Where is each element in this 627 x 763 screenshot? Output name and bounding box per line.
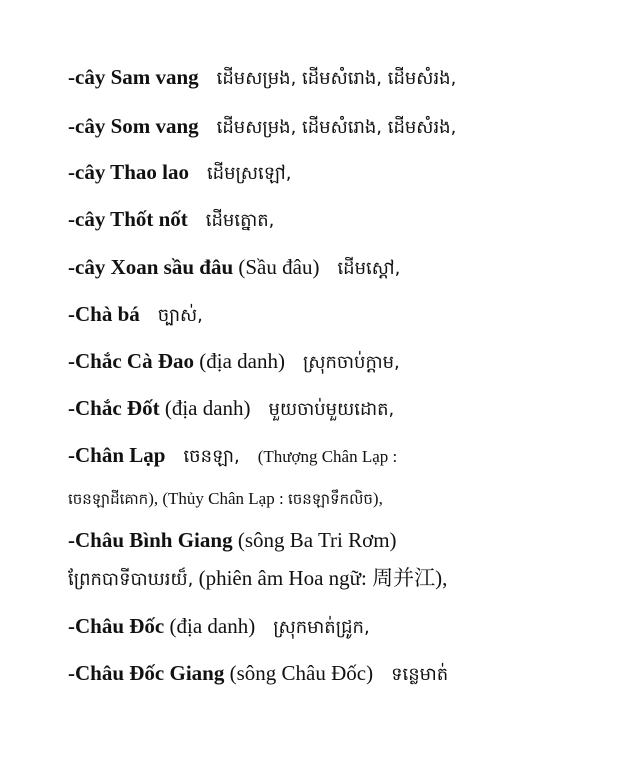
entry-cay-som-vang xyxy=(68,112,608,142)
khmer-translation: ស្រុកចាប់ក្ដាម, xyxy=(302,352,400,373)
entry-headword: -cây Sam vang xyxy=(68,65,199,89)
entry-headword: -Chân Lạp xyxy=(68,443,166,467)
entry-headword: -cây Thốt nốt xyxy=(68,207,188,231)
khmer-translation: ច្បាស់, xyxy=(157,305,203,326)
khmer-translation: ដើមស្ដៅ, xyxy=(337,258,401,279)
entry-subnote: ), (Thủy Chân Lạp : xyxy=(148,489,284,508)
entry-chan-lap xyxy=(68,441,608,471)
entry-headword: -Chà bá xyxy=(68,302,140,326)
khmer-translation: ទន្លេមាត់ xyxy=(391,664,449,685)
entry-chan-lap-continued xyxy=(68,485,608,513)
khmer-translation: ដើមសម្រង, ដើមសំរោង, ដើមសំរង, xyxy=(216,117,457,138)
entry-chau-binh-giang-continued xyxy=(68,564,608,594)
entry-note: (Sầu đâu) xyxy=(238,255,320,279)
entry-headword: -cây Som vang xyxy=(68,114,199,138)
entry-subnote: (Thượng Chân Lạp : xyxy=(257,447,398,466)
khmer-translation: ដើមត្នោត, xyxy=(205,210,275,231)
entry-cay-thao-lao xyxy=(68,158,608,188)
entry-headword: -Chắc Đốt xyxy=(68,396,160,420)
entry-chau-doc xyxy=(68,612,608,642)
entry-chau-binh-giang xyxy=(68,526,608,554)
khmer-translation: មួយចាប់មួយដោត, xyxy=(268,399,395,420)
entry-note: (địa danh) xyxy=(169,614,256,638)
entry-chac-dot xyxy=(68,394,608,424)
entry-headword: -cây Thao lao xyxy=(68,160,189,184)
entry-headword: -Châu Đốc xyxy=(68,614,165,638)
entry-cha-ba xyxy=(68,300,608,330)
entry-cay-thot-not xyxy=(68,205,608,235)
entry-note: (phiên âm Hoa ngữ: 周并江), xyxy=(198,566,448,590)
entry-headword: -Chắc Cà Đao xyxy=(68,349,194,373)
entry-cay-sam-vang xyxy=(68,63,608,93)
khmer-translation: ចេនឡា, xyxy=(183,446,240,467)
entry-subnote: ), xyxy=(372,489,383,508)
entry-headword: -Châu Đốc Giang xyxy=(68,661,225,685)
khmer-translation: ដើមសម្រង, ដើមសំរោង, ដើមសំរង, xyxy=(216,68,457,89)
entry-note: (sông Châu Đốc) xyxy=(229,661,374,685)
entry-chac-ca-dao xyxy=(68,347,608,377)
entry-note: (sông Ba Tri Rơm) xyxy=(237,528,397,552)
entry-headword: -Châu Bình Giang xyxy=(68,528,233,552)
khmer-translation: ចេនឡាទឹកលិច xyxy=(287,490,373,508)
entry-note: (địa danh) xyxy=(164,396,251,420)
khmer-translation: ចេនឡាដីគោក xyxy=(68,490,149,508)
entry-headword: -cây Xoan sầu đâu xyxy=(68,255,234,279)
khmer-translation: ព្រែកបាទីបាឃរយ៏, xyxy=(68,569,194,590)
entry-cay-xoan-sau-dau xyxy=(68,253,608,283)
khmer-translation: ដើមស្រឡៅ, xyxy=(206,163,292,184)
entry-note: (địa danh) xyxy=(199,349,285,373)
khmer-translation: ស្រុកមាត់ជ្រូក, xyxy=(273,617,370,638)
entry-chau-doc-giang xyxy=(68,659,608,689)
